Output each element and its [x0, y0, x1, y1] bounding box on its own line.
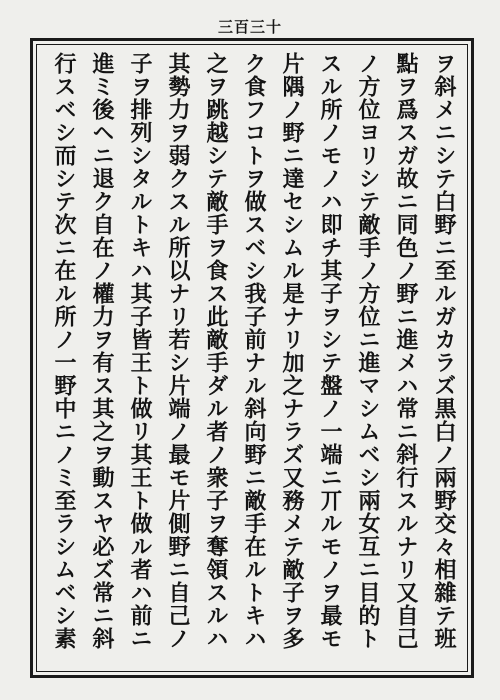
text-column-3: ノ方位ヨリシテ敵手ノ方位ニ進マシムベシ兩女互ニ目的ト — [355, 52, 381, 650]
text-column-4: スル所ノモノハ即チ其子ヲシテ盤ノ一端ニ丌ルモノヲ最モ — [317, 52, 343, 650]
text-column-10: 進ミ後ヘニ退ク自在ノ權力ヲ有ス其之ヲ動スヤ必ズ常ニ斜 — [89, 52, 115, 650]
text-column-1: ヲ斜メニシテ白野ニ至ルガカラズ黒白ノ兩野交々相雜テ班 — [431, 52, 457, 650]
text-column-6: ク食フコトヲ做スベシ我子前ナル斜向野ニ敵手在ルトキハ — [241, 52, 267, 650]
text-column-7: 之ヲ跳越シテ敵手ヲ食ス此敵手ダル者ノ衆子ヲ奪領スルハ — [203, 52, 229, 650]
vertical-text-body — [48, 52, 460, 664]
text-column-2: 點ヲ爲スガ故ニ同色ノ野ニ進メハ常ニ斜行スルナリ又自己 — [393, 52, 419, 650]
page-number: 三百三十 — [217, 18, 283, 36]
text-column-8: 其勢力ヲ弱クスル所以ナリ若シ片端ノ最モ片側野ニ自己ノ — [165, 52, 191, 650]
text-column-11: 行スベシ而シテ次ニ在ル所ノ一野中ニノミ至ラシムベシ素 — [51, 52, 77, 650]
text-column-5: 片隅ノ野ニ達セシムル是ナリ加之ナラズ又務メテ敵子ヲ多 — [279, 52, 305, 650]
text-column-9: 子ヲ排列シタルトキハ其子皆王ト做リ其王ト做ル者ハ前ニ — [127, 52, 153, 650]
